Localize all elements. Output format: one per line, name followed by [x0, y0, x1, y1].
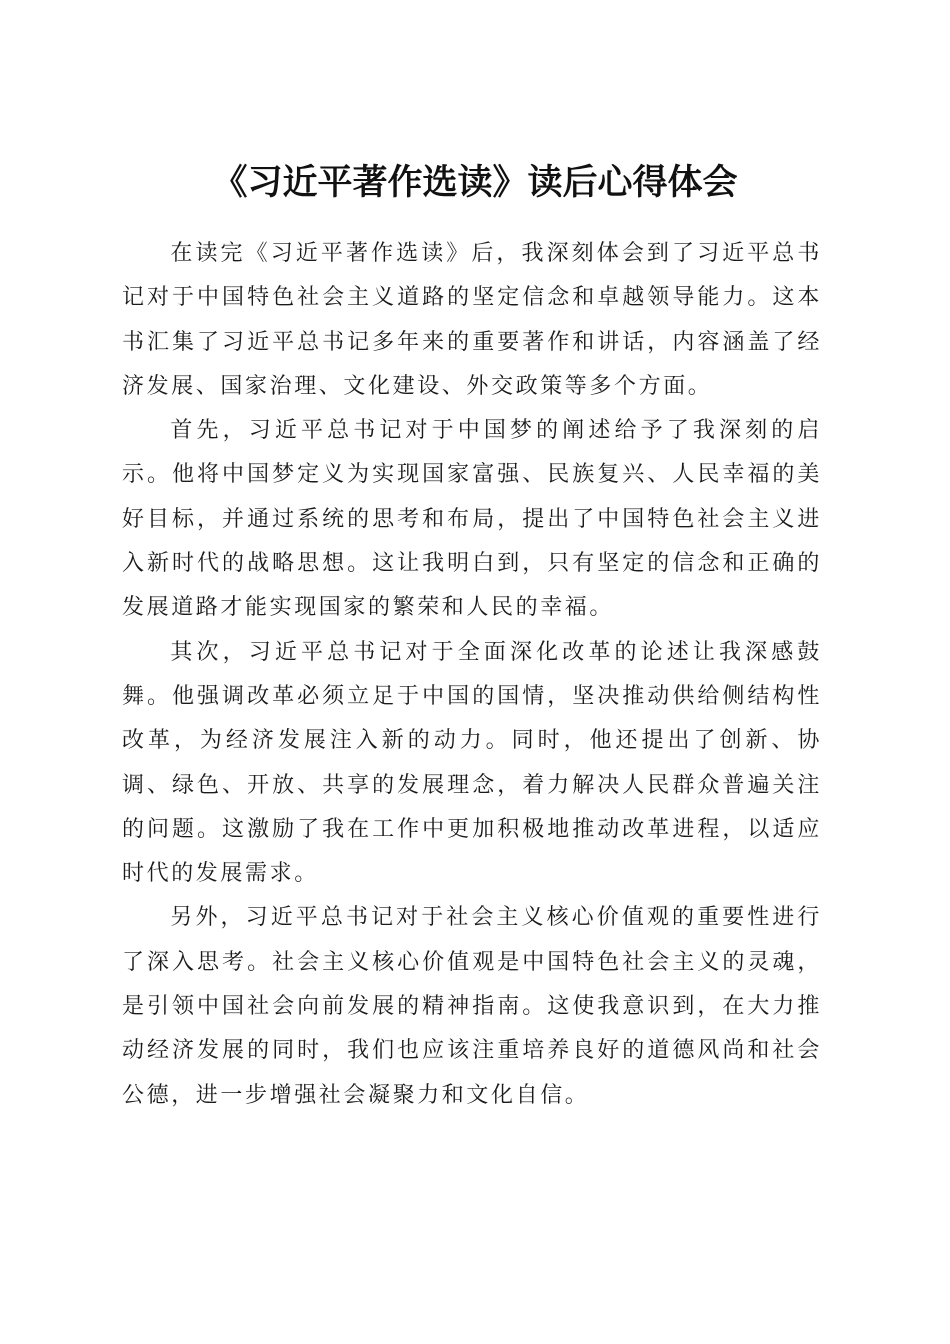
paragraph-4: 另外，习近平总书记对于社会主义核心价值观的重要性进行了深入思考。社会主义核心价值观是中国特色社会主义的灵魂，是引领中国社会向前发展的精神指南。这使我意识到，在大力推动经济发展的同时，我们也应该注重培养良好的道德风尚和社会公德，进一步增强社会凝聚力和文化自信。 [122, 905, 822, 1108]
paragraph-1: 在读完《习近平著作选读》后，我深刻体会到了习近平总书记对于中国特色社会主义道路的坚定信念和卓越领导能力。这本书汇集了习近平总书记多年来的重要著作和讲话，内容涵盖了经济发展、国家治理、文化建设、外交政策等多个方面。 [122, 241, 822, 399]
paragraph-2: 首先，习近平总书记对于中国梦的阐述给予了我深刻的启示。他将中国梦定义为实现国家富强、民族复兴、人民幸福的美好目标，并通过系统的思考和布局，提出了中国特色社会主义进入新时代的战略思想。这让我明白到，只有坚定的信念和正确的发展道路才能实现国家的繁荣和人民的幸福。 [122, 418, 822, 621]
document-title: 《习近平著作选读》读后心得体会 [212, 162, 738, 204]
document-body [122, 232, 822, 1118]
paragraph-3: 其次，习近平总书记对于全面深化改革的论述让我深感鼓舞。他强调改革必须立足于中国的国情，坚决推动供给侧结构性改革，为经济发展注入新的动力。同时，他还提出了创新、协调、绿色、开放、共享的发展理念，着力解决人民群众普遍关注的问题。这激励了我在工作中更加积极地推动改革进程，以适应时代的发展需求。 [122, 639, 822, 887]
